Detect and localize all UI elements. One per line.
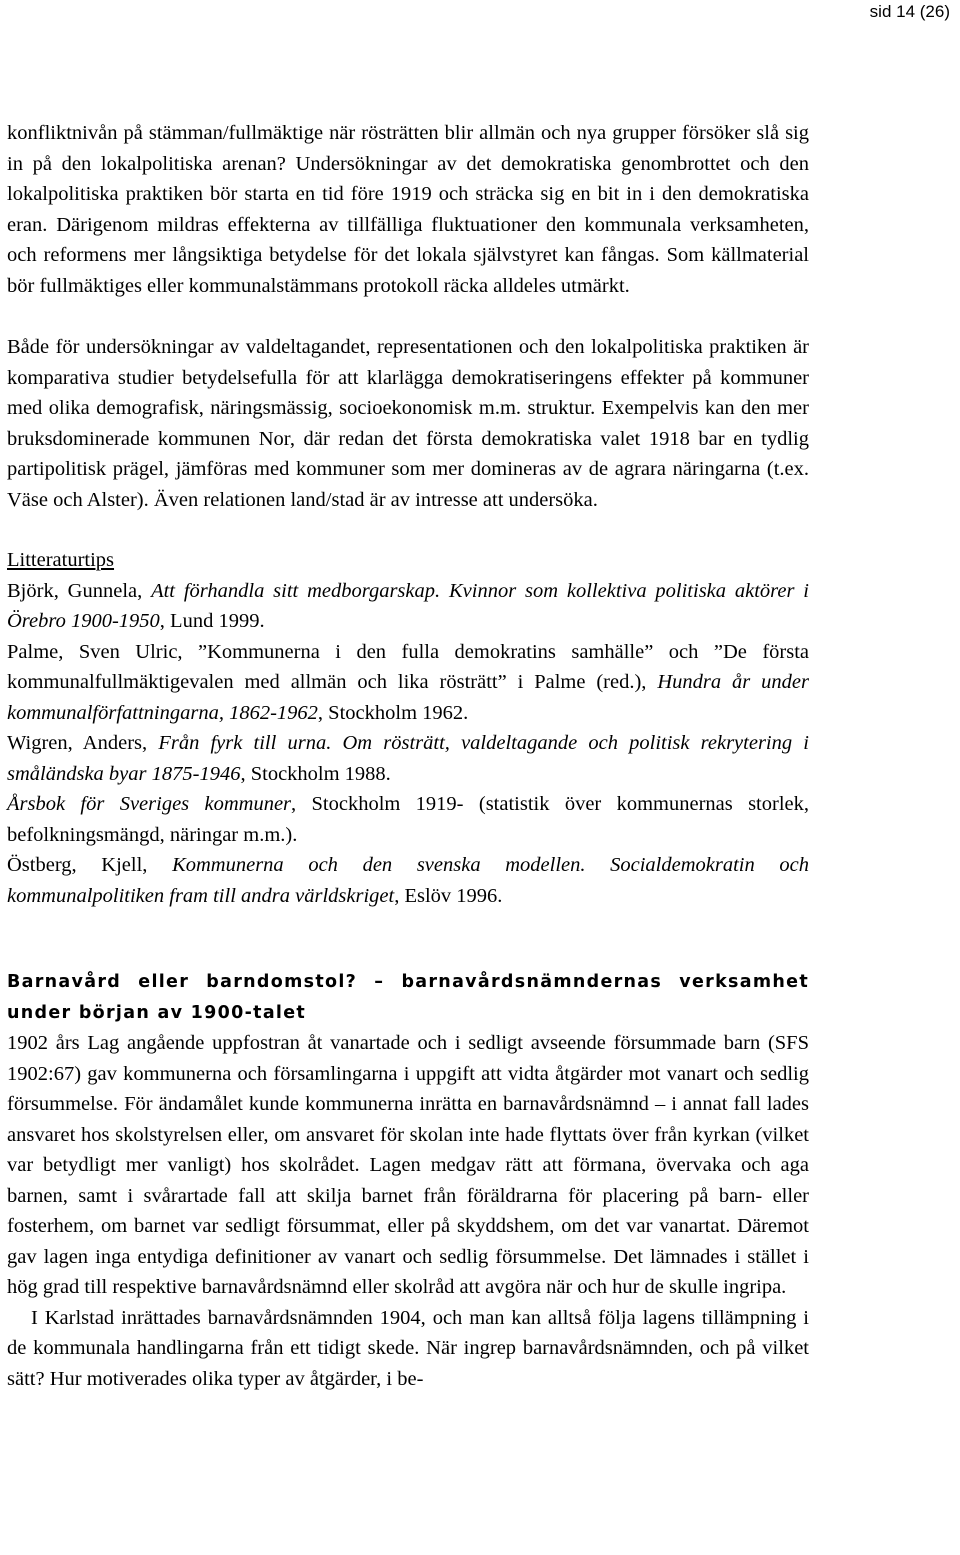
reference-wigren <box>7 728 809 789</box>
reference-publication: , Stockholm 1988. <box>240 762 391 785</box>
literature-heading: Litteraturtips <box>7 549 115 571</box>
reference-title: Årsbok för Sveriges kommuner <box>7 793 292 815</box>
page-number: sid 14 (26) <box>869 2 950 21</box>
reference-publication: , Stockholm 1962. <box>317 701 469 724</box>
reference-title: Att förhandla sitt medborgarskap. Kvinnor som kollektiva politiska aktörer i Örebro 1900-1950 <box>7 579 809 632</box>
reference-ostberg <box>7 850 809 911</box>
reference-publication: , Eslöv 1996. <box>394 884 503 907</box>
reference-bjork <box>7 576 809 637</box>
reference-author: Björk, Gunnela, <box>7 579 152 602</box>
section-paragraph-1: 1902 års Lag angående uppfostran åt vanartade och i sedligt avseende försummade barn (SFS 1902:67) gav kommunerna och församlingarna i uppgift att vidta åtgärder mot vanart och sedlig försummelse. För ändamålet kunde kommunerna inrätta en barnavårdsnämnd – i annat fall lades ansvaret hos skolstyrelsen eller, om ansvaret för skolan inte hade flyttats över från kyrkan (vilket var betydligt mer vanligt) hos skolrådet. Lagen medgav rätt att förmana, övervaka och aga barnen, samt i svårartade fall att skilja barnet från föräldrarna för placering på barn- eller fosterhem, om barnet var sedligt försummat, eller på skyddshem, om det var vanartat. Däremot gav lagen inga entydiga definitioner av vanart och sedlig försummelse. Det lämnades i stället i hög grad till respektive barnavårdsnämnd eller skolråd att avgöra när och hur de skulle ingripa. <box>7 1032 809 1298</box>
reference-publication: , Lund 1999. <box>159 610 265 632</box>
reference-publication: , Stockholm 1919- (statistik över kommunernas storlek, befolkningsmängd, näringar m.m.). <box>7 793 810 846</box>
body-paragraph-1: konfliktnivån på stämman/fullmäktige när rösträtten blir allmän och nya grupper försöker slå sig in på den lokalpolitiska arenan? Undersökningar av det demokratiska genombrottet och den lokalpolitiska praktiken bör starta en tid före 1919 och sträcka sig en bit in i den demokratiska eran. Därigenom mildras effekterna av tillfälliga fluktuationer den kommunala verksamheten, och reformens mer långsiktiga betydelse för det lokala självstyret kan fångas. Som källmaterial bör fullmäktiges eller kommunalstämmans protokoll räcka alldeles utmärkt. <box>7 122 809 297</box>
reference-author: Palme, Sven Ulric, ”Kommunerna i den fulla demokratins samhälle” och ”De första kommunalfullmäktigevalen med allmän och lika rösträtt” i Palme (red.), <box>7 640 809 693</box>
section-paragraph-2: I Karlstad inrättades barnavårdsnämnden 1904, och man kan alltså följa lagens tillämpning i de kommunala handlingarna från ett tidigt skede. När ingrep barnavårdsnämnden, och på vilket sätt? Hur motiverades olika typer av åtgärder, i be- <box>7 1306 809 1390</box>
section-heading: Barnavård eller barndomstol? – barnavårdsnämndernas verksamhet under början av 1900-talet <box>7 972 809 1023</box>
reference-author: Wigren, Anders, <box>7 732 159 754</box>
reference-title: Kommunerna och den svenska modellen. Socialdemokratin och kommunalpolitiken fram till andra världskriget <box>7 854 809 907</box>
reference-author: Östberg, Kjell, <box>7 854 173 876</box>
body-paragraph-2: Både för undersökningar av valdeltagandet, representationen och den lokalpolitiska praktiken är komparativa studier betydelsefulla för att klarlägga demokratiseringens effekter på kommuner med olika demografisk, näringsmässig, socioekonomisk m.m. struktur. Exempelvis kan den mer bruksdominerade kommunen Nor, där redan det första demokratiska valet 1918 bar en tydlig partipolitisk prägel, jämföras med kommuner som mer domineras av de agrara näringarna (t.ex. Väse och Alster). Även relationen land/stad är av intresse att undersöka. <box>7 336 809 511</box>
reference-palme <box>7 637 809 729</box>
page-body <box>7 118 809 1394</box>
reference-title: Från fyrk till urna. Om rösträtt, valdeltagande och politisk rekrytering i småländska byar 1875-1946 <box>7 732 809 785</box>
reference-arsbok <box>7 789 809 850</box>
reference-title: Hundra år under kommunalförfattningarna, 1862-1962 <box>7 671 809 724</box>
